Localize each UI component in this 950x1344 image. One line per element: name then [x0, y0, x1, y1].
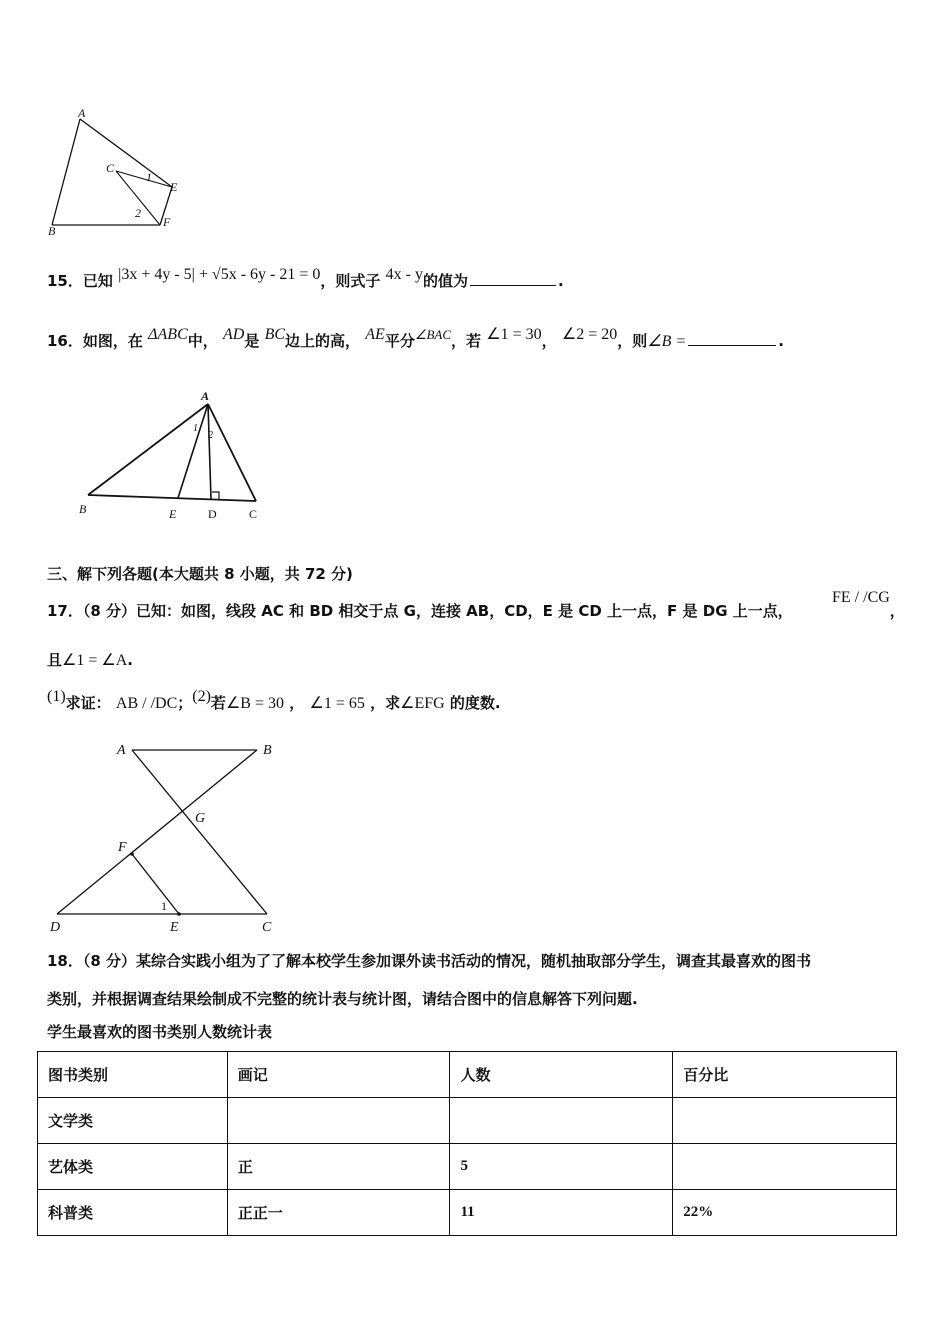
- q15-text-3: 的值为: [422, 272, 468, 290]
- q16-text-2: 中，: [187, 332, 218, 350]
- q16-text-4: 边上的高，: [285, 332, 361, 350]
- fig16-label-1: 1: [193, 423, 198, 434]
- q17-parallel-condition: [832, 586, 905, 620]
- q17-end: 的度数.: [449, 694, 501, 712]
- fig17-label-C: C: [262, 920, 272, 935]
- table-row: [38, 1190, 897, 1236]
- fig17-label-E: E: [170, 920, 179, 935]
- question-15: [47, 266, 564, 291]
- q16-text-5: 平分: [384, 332, 415, 350]
- cell-percent: 22%: [673, 1190, 897, 1236]
- table-title: 学生最喜欢的图书类别人数统计表: [47, 1023, 273, 1041]
- q16-text-1: 如图，在: [82, 332, 143, 350]
- cell-tally: 正正一: [227, 1190, 450, 1236]
- q17-angle-b: ∠B = 30: [225, 695, 284, 712]
- header-tally: 画记: [227, 1052, 450, 1098]
- fig14-label-B: B: [48, 224, 56, 238]
- answer-blank: [470, 284, 556, 286]
- question-17-parts: [47, 688, 501, 713]
- q16-angle-bac: ∠BAC: [414, 327, 452, 342]
- header-category: 图书类别: [38, 1052, 228, 1098]
- cell-count: [450, 1098, 673, 1144]
- question-18-line-1: 18．（8 分）某综合实践小组为了了解本校学生参加课外读书活动的情况，随机抽取部分学生，调查其最喜欢的图书: [47, 952, 812, 970]
- q15-number: 15．: [47, 272, 83, 290]
- fig17-label-G: G: [195, 811, 206, 826]
- fig14-label-1: 1: [146, 170, 152, 184]
- cell-tally: [227, 1098, 450, 1144]
- figure-q17: [45, 738, 290, 938]
- table-row: [38, 1098, 897, 1144]
- stats-table: [37, 1051, 897, 1236]
- cell-category: 科普类: [38, 1190, 228, 1236]
- fig17-label-1: 1: [161, 899, 167, 913]
- q17-angle-eq: ∠1 = ∠A: [62, 652, 128, 669]
- q16-bc: BC: [264, 326, 286, 343]
- q17-part-2-label: (2): [192, 688, 211, 705]
- fig16-label-E: E: [169, 507, 177, 521]
- q15-text-1: 已知: [82, 272, 113, 290]
- q17-fe-cg: FE / /CG: [832, 589, 890, 606]
- table-header-row: [38, 1052, 897, 1098]
- q16-ad: AD: [222, 326, 245, 343]
- question-18-line-2: 类别，并根据调查结果绘制成不完整的统计表与统计图，请结合图中的信息解答下列问题.: [47, 990, 638, 1008]
- fig17-label-A: A: [117, 743, 126, 758]
- q16-angle-b: ∠B =: [647, 333, 687, 350]
- fig14-label-E: E: [170, 180, 178, 194]
- question-16: [47, 326, 784, 351]
- q15-end: .: [557, 272, 564, 290]
- fig14-label-2: 2: [135, 206, 141, 220]
- q16-number: 16．: [47, 332, 83, 350]
- q17-text-and: 且: [47, 651, 63, 669]
- q17-comma-2: ，求: [370, 694, 401, 712]
- q17-part-1-label: (1): [47, 688, 66, 705]
- q16-end: .: [778, 332, 784, 350]
- q17-angle-efg: ∠EFG: [400, 695, 445, 712]
- q17-comma-1: ，: [289, 694, 305, 712]
- q16-text-3: 是: [244, 332, 260, 350]
- q16-text-7: ，: [541, 332, 557, 350]
- fig14-label-C: C: [106, 161, 115, 175]
- fig14-label-F: F: [163, 215, 171, 229]
- fig16-label-D: D: [208, 507, 217, 521]
- cell-count: 5: [450, 1144, 673, 1190]
- q17-angle-1: ∠1 = 65: [309, 695, 365, 712]
- figure-q16: [75, 388, 275, 523]
- fig17-label-F: F: [118, 840, 127, 855]
- figure-q14: [40, 105, 190, 240]
- question-17-line-1: [47, 600, 793, 621]
- q17-ab-dc: AB / /DC: [115, 695, 178, 712]
- q16-text-8: ，则: [617, 332, 648, 350]
- q17-line2-end: .: [127, 651, 133, 669]
- header-percent: 百分比: [673, 1052, 897, 1098]
- cell-tally: 正: [227, 1144, 450, 1190]
- cell-percent: [673, 1144, 897, 1190]
- cell-category: 艺体类: [38, 1144, 228, 1190]
- fig16-label-C: C: [249, 507, 258, 521]
- fig14-label-A: A: [78, 106, 86, 120]
- q17-part-2-text: 若: [210, 694, 226, 712]
- q17-comma: ，: [889, 602, 905, 620]
- q15-text-2: ，则式子: [320, 272, 381, 290]
- cell-count: 11: [450, 1190, 673, 1236]
- answer-blank: [688, 344, 776, 346]
- question-17-line-2: [47, 649, 133, 670]
- q16-angle-1: ∠1 = 30: [486, 326, 542, 343]
- table-row: [38, 1144, 897, 1190]
- q15-expression: 4x - y: [385, 266, 423, 283]
- q17-semicolon: ；: [177, 694, 193, 712]
- fig16-label-B: B: [79, 502, 87, 516]
- cell-percent: [673, 1098, 897, 1144]
- header-count: 人数: [450, 1052, 673, 1098]
- q16-triangle: ΔABC: [148, 326, 188, 343]
- q17-text: 17．（8 分）已知：如图，线段 AC 和 BD 相交于点 G，连接 AB，CD，E 是 CD 上一点，F 是 DG 上一点，: [47, 602, 793, 620]
- q16-angle-2: ∠2 = 20: [561, 326, 618, 343]
- q16-text-6: ，若: [451, 332, 482, 350]
- cell-category: 文学类: [38, 1098, 228, 1144]
- q17-part-1-text: 求证：: [65, 694, 111, 712]
- q15-equation: |3x + 4y - 5| + √5x - 6y - 21 = 0: [118, 266, 321, 283]
- fig17-label-D: D: [50, 920, 61, 935]
- fig17-label-B: B: [263, 743, 272, 758]
- fig16-label-2: 2: [208, 430, 213, 441]
- fig16-label-A: A: [201, 389, 210, 403]
- q16-ae: AE: [365, 326, 385, 343]
- section-heading: 三、解下列各题(本大题共 8 小题，共 72 分): [47, 565, 353, 583]
